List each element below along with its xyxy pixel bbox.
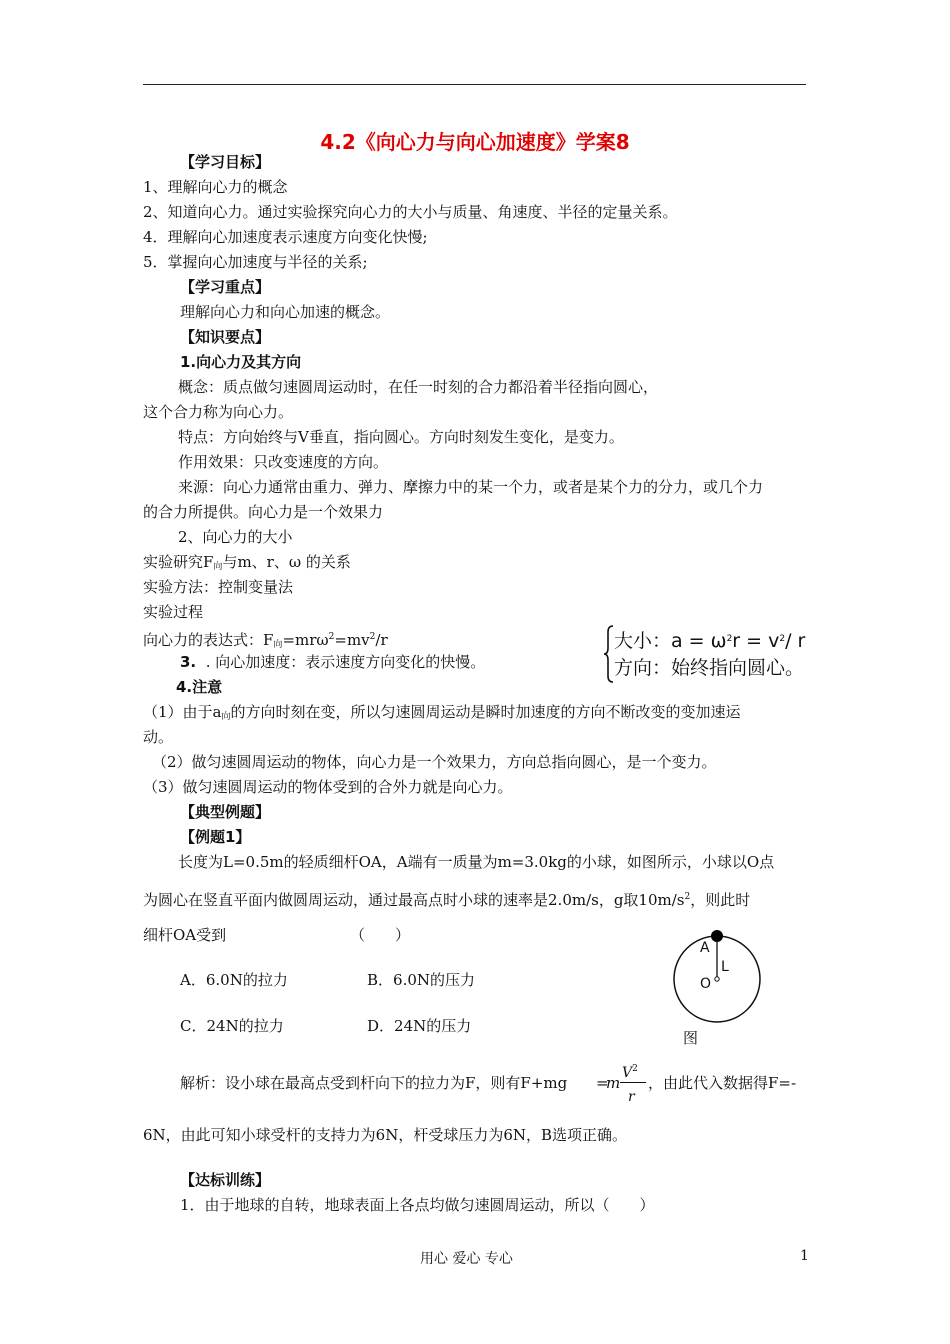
experiment-text: 实验研究$F_向$与m、r、ω 的关系	[143, 553, 351, 572]
solution-denominator: r	[628, 1089, 635, 1105]
objective-item: 5．掌握向心加速度与半径的关系;	[143, 253, 368, 271]
option-c: C．24N的拉力	[180, 1017, 284, 1035]
solution-line-1: 解析：设小球在最高点受到杆向下的拉力为F，则有F+mg	[180, 1074, 568, 1092]
solution-line-1b: ，由此代入数据得F=-	[648, 1074, 797, 1092]
note-3: （3）做匀速圆周运动的物体受到的合外力就是向心力。	[143, 778, 513, 796]
concept-line-2: 这个合力称为向心力。	[143, 403, 294, 421]
note-2: （2）做匀速圆周运动的物体，向心力是一个效果力，方向总指向圆心，是一个变力。	[152, 753, 717, 771]
practice-question-1: 1．由于地球的自转，地球表面上各点均做匀速圆周运动，所以（ ）	[180, 1196, 655, 1214]
accel-size: 大小：$a = \omega^2r = v^2/$ r	[614, 630, 806, 652]
circle-diagram	[670, 928, 770, 1028]
example-question-1: 长度为L=0.5m的轻质细杆OA，A端有一质量为m=3.0kg的小球，如图所示，小球以O点	[178, 853, 775, 871]
note-1-cont: 动。	[143, 728, 174, 746]
section1-title: 1.向心力及其方向	[180, 353, 302, 371]
option-d: D．24N的压力	[367, 1017, 472, 1035]
page-number: 1	[800, 1248, 809, 1264]
solution-equals: =	[596, 1074, 609, 1092]
fraction-bar	[620, 1082, 646, 1083]
fig-label-l: L	[721, 959, 729, 975]
objective-item: 1、理解向心力的概念	[143, 178, 288, 196]
examples-heading: 【典型例题】	[180, 803, 271, 821]
method-text: 实验方法：控制变量法	[143, 578, 294, 596]
figure-caption: 图	[683, 1029, 699, 1047]
example-question-2: 为圆心在竖直平面内做圆周运动，通过最高点时小球的速率是2.0m/s，g取$10m/s^2$，则此时	[143, 891, 751, 909]
source-line-1: 来源：向心力通常由重力、弹力、摩擦力中的某一个力，或者是某个力的分力，或几个力	[178, 478, 764, 496]
section3-text: 3. . 向心加速度：表示速度方向变化的快慢。	[180, 653, 486, 671]
source-line-2: 的合力所提供。向心力是一个效果力	[143, 503, 384, 521]
accel-direction: 方向：始终指向圆心。	[614, 657, 805, 679]
focus-text: 理解向心力和向心加速的概念。	[180, 303, 391, 321]
section2-title: 2、向心力的大小	[178, 528, 293, 546]
section4-title: 4.注意	[176, 678, 223, 696]
force-expression: 向心力的表达式：$F_向=mr\omega^2=mv^2/r$	[143, 631, 388, 650]
objective-item: 2、知道向心力。通过实验探究向心力的大小与质量、角速度、半径的定量关系。	[143, 203, 678, 221]
fig-label-o: O	[700, 976, 712, 992]
process-text: 实验过程	[143, 603, 204, 621]
objective-item: 4．理解向心加速度表示速度方向变化快慢;	[143, 228, 428, 246]
page-title: 4.2《向心力与向心加速度》学案8	[320, 130, 630, 154]
note-1: （1）由于$a_向$的方向时刻在变，所以匀速圆周运动是瞬时加速度的方向不断改变的变加速运	[143, 703, 741, 722]
effect-text: 作用效果：只改变速度的方向。	[178, 453, 389, 471]
solution-m: m	[606, 1074, 621, 1092]
focus-heading: 【学习重点】	[180, 278, 271, 296]
option-a: A．6.0N的拉力	[180, 971, 288, 989]
answer-paren: （ ）	[350, 926, 411, 944]
knowledge-heading: 【知识要点】	[180, 328, 271, 346]
option-b: B．6.0N的压力	[367, 971, 476, 989]
header-rule	[143, 84, 806, 85]
feature-text: 特点：方向始终与V垂直，指向圆心。方向时刻发生变化，是变力。	[178, 428, 624, 446]
practice-heading: 【达标训练】	[180, 1171, 271, 1189]
footer-text: 用心 爱心 专心	[420, 1251, 513, 1267]
example-question-3: 细杆OA受到	[143, 926, 227, 944]
solution-line-2: 6N，由此可知小球受杆的支持力为6N，杆受球压力为6N，B选项正确。	[143, 1126, 628, 1144]
concept-line-1: 概念：质点做匀速圆周运动时，在任一时刻的合力都沿着半径指向圆心，	[178, 378, 659, 396]
example1-heading: 【例题1】	[180, 828, 251, 846]
fig-label-a: A	[700, 940, 710, 956]
solution-numerator: $V^2$	[622, 1064, 638, 1081]
objectives-heading: 【学习目标】	[180, 153, 271, 171]
